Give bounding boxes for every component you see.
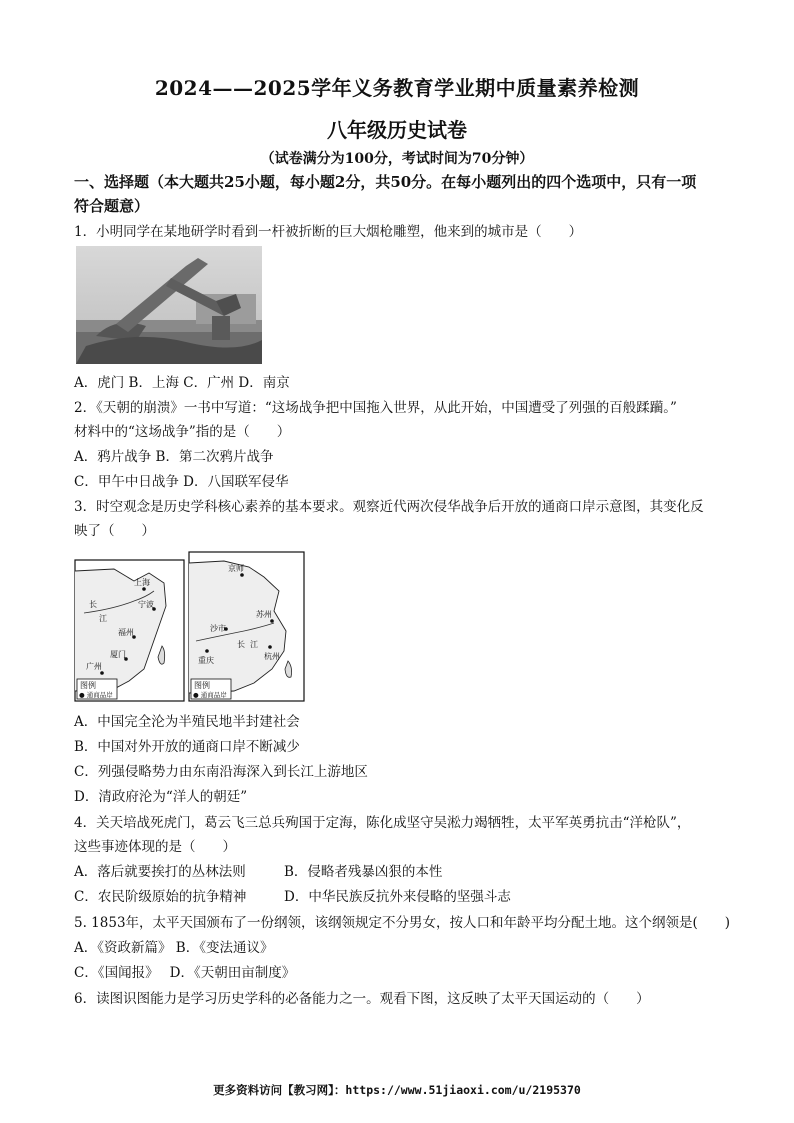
section-heading-line2: 符合题意） <box>74 197 150 215</box>
q1-stem: 1．小明同学在某地研学时看到一杆被折断的巨大烟枪雕塑，他来到的城市是（ ） <box>74 224 583 240</box>
treaty-ports-maps <box>74 551 306 703</box>
q4-option-c: C．农民阶级原始的抗争精神 <box>74 889 247 905</box>
map2-city-suzhou: 苏州 <box>256 610 272 619</box>
map1-legend-item: ● 通商品岸 <box>79 691 113 699</box>
exam-title: 2024——2025学年义务教育学业期中质量素养检测 <box>154 76 640 100</box>
footer-link[interactable]: 更多资料访问【教习网】：https://www.51jiaoxi.com/u/2195370 <box>213 1083 581 1097</box>
q3-option-c: C．列强侵略势力由东南沿海深入到长江上游地区 <box>74 764 368 780</box>
map1-city-ningbo: 宁波 <box>138 600 154 609</box>
q4-stem-line2: 这些事迹体现的是（ ） <box>74 839 236 855</box>
map2-city-hangzhou: 杭州 <box>264 652 280 661</box>
map2-river-char1: 长 <box>237 640 245 649</box>
q2-options-line1: A．鸦片战争 B．第二次鸦片战争 <box>74 449 274 465</box>
q4-option-b: B．侵略者残暴凶狠的本性 <box>284 864 443 880</box>
map2-legend-title: 图例 <box>194 681 210 690</box>
map1-city-xiamen: 厦门 <box>110 650 126 659</box>
map1-river-char2: 江 <box>99 614 107 623</box>
map1-legend-title: 图例 <box>80 681 96 690</box>
map2-river-char2: 江 <box>250 640 258 649</box>
q5-options-line2: C．《国闻报》 D．《天朝田亩制度》 <box>74 965 296 981</box>
q2-options-line2: C．甲午中日战争 D．八国联军侵华 <box>74 474 289 490</box>
q1-options: A．虎门 B．上海 C．广州 D．南京 <box>74 375 290 391</box>
exam-subtitle: 八年级历史试卷 <box>327 118 467 142</box>
q6-stem: 6．读图识图能力是学习历史学科的必备能力之一。观看下图，这反映了太平天国运动的（ ） <box>74 991 650 1007</box>
map2-city-jingshi: 京师 <box>228 564 244 573</box>
map1-city-fuzhou: 福州 <box>118 628 134 637</box>
q2-stem-line1: 2．《天朝的崩溃》一书中写道：“这场战争把中国拖入世界，从此开始，中国遭受了列强的百般蹂躏。” <box>74 400 677 416</box>
map1-city-guangzhou: 广州 <box>86 662 102 671</box>
q3-stem-line2: 映了（ ） <box>74 523 155 539</box>
q4-stem-line1: 4．关天培战死虎门，葛云飞三总兵殉国于定海，陈化成坚守吴淞力竭牺牲，太平军英勇抗击“洋枪队”， <box>74 815 691 831</box>
q5-options-line1: A．《资政新篇》 B．《变法通议》 <box>74 940 274 956</box>
q3-option-d: D．清政府沦为“洋人的朝廷” <box>74 789 248 805</box>
q4-option-a: A．落后就要挨打的丛林法则 <box>74 864 246 880</box>
q3-option-a: A．中国完全沦为半殖民地半封建社会 <box>74 714 300 730</box>
map2-city-chongqing: 重庆 <box>198 656 214 665</box>
q4-options <box>74 862 584 882</box>
section-heading-line1: 一、选择题（本大题共25小题，每小题2分，共50分。在每小题列出的四个选项中，只有一项 <box>74 173 697 191</box>
map1-city-shanghai: 上海 <box>134 578 150 587</box>
exam-note: （试卷满分为100分，考试时间为70分钟） <box>260 151 534 167</box>
opium-pipe-sculpture-photo <box>76 246 262 364</box>
map1-river-char1: 长 <box>89 600 97 609</box>
q4-options-row2 <box>74 887 584 907</box>
map2-legend-item: ● 通商品岸 <box>193 691 227 699</box>
q3-stem-line1: 3．时空观念是历史学科核心素养的基本要求。观察近代两次侵华战争后开放的通商口岸示意图，其变化反 <box>74 499 704 515</box>
q2-stem-line2: 材料中的“这场战争”指的是（ ） <box>74 424 291 440</box>
q3-option-b: B．中国对外开放的通商口岸不断减少 <box>74 739 300 755</box>
map2-city-shashi: 沙市 <box>210 624 226 633</box>
q4-option-d: D．中华民族反抗外来侵略的坚强斗志 <box>284 889 511 905</box>
q5-stem: 5. 1853年，太平天国颁布了一份纲领，该纲领规定不分男女，按人口和年龄平均分配土地。这个纲领是( ) <box>74 915 731 931</box>
